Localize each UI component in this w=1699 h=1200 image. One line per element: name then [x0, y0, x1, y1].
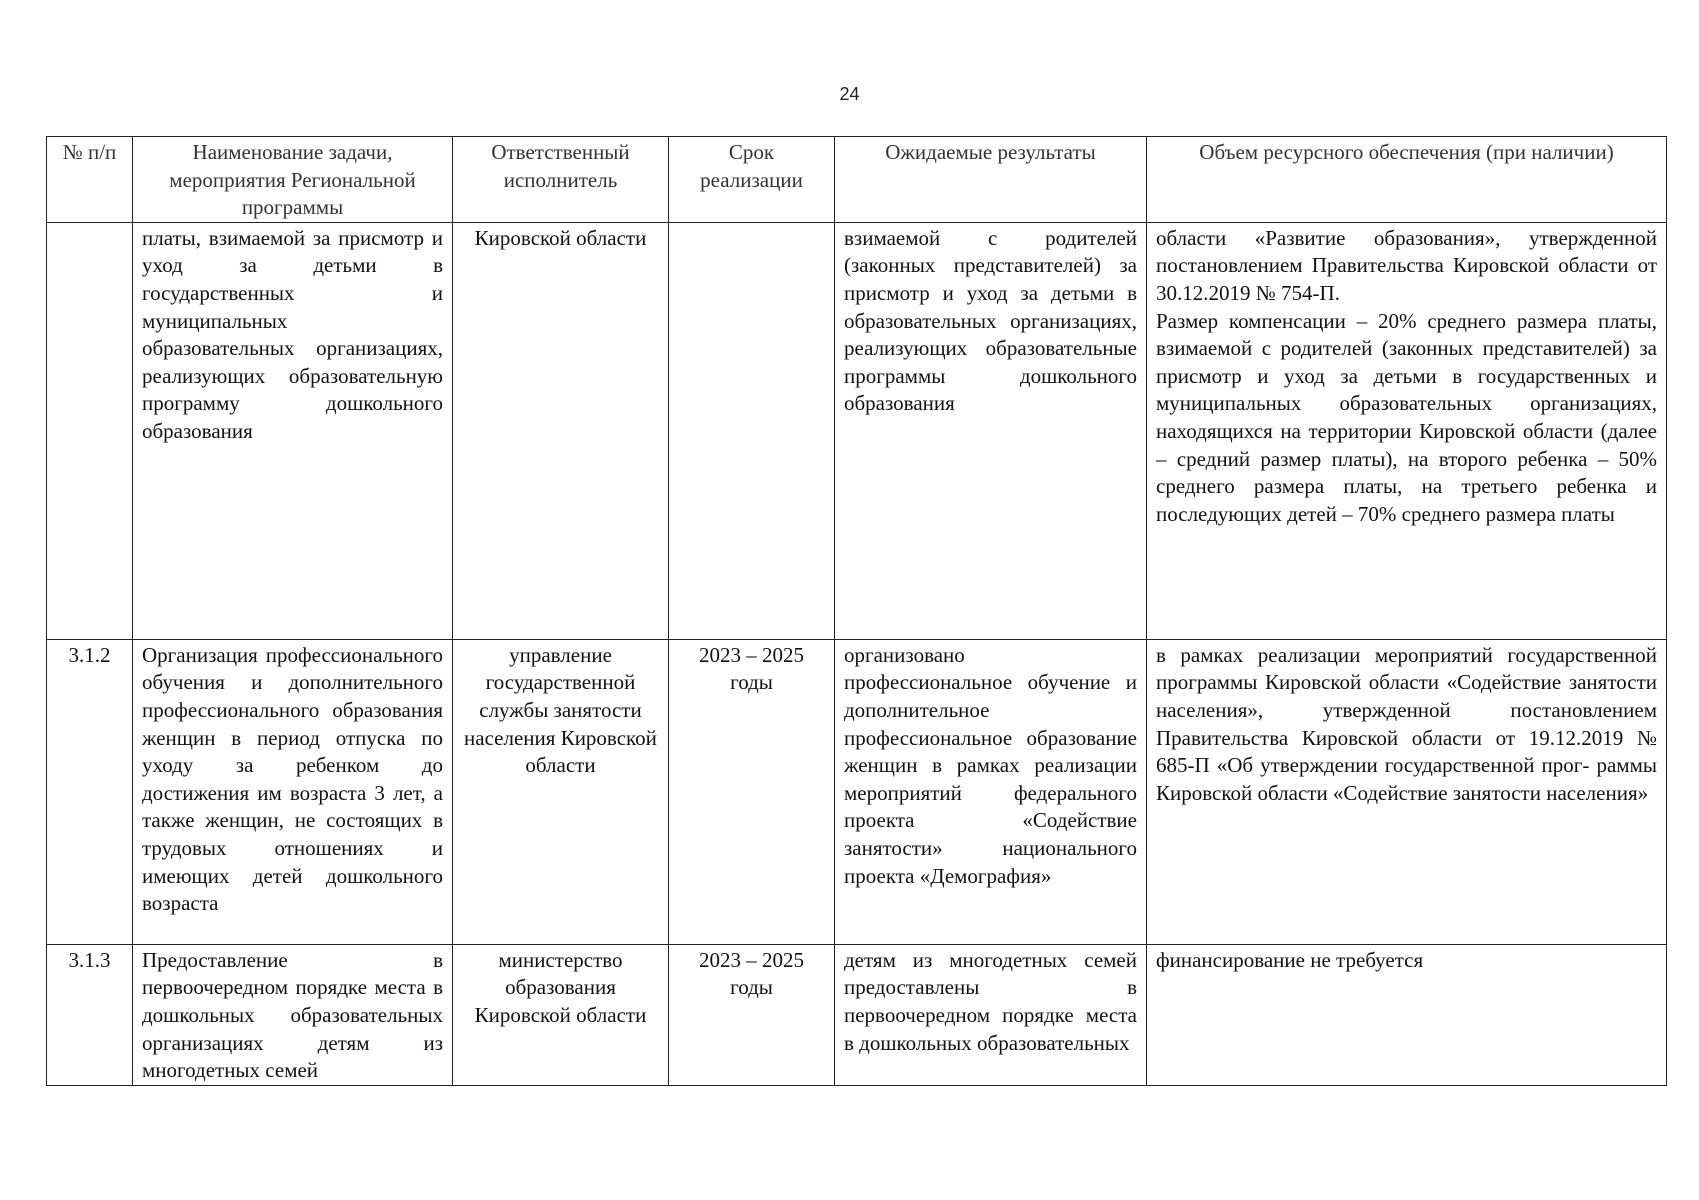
- cell-resources: в рамках реализации мероприятий государственной программы Кировской области «Содействие занятости населения», утвержденной постановлением Правительства Кировской области от 19.12.2019 № 685-П «Об утверждении государственной прог- раммы Кировской области «Содействие занятости населения»: [1147, 639, 1667, 944]
- table-row: [47, 639, 1667, 944]
- cell-resources: финансирование не требуется: [1147, 944, 1667, 1085]
- cell-executor: министерство образования Кировской области: [453, 944, 669, 1085]
- cell-results: взимаемой с родителей (законных представителей) за присмотр и уход за детьми в образовательных организациях, реализующих образовательные программы дошкольного образования: [835, 222, 1147, 639]
- cell-task: Организация профессионального обучения и дополнительного профессионального образования женщин в период отпуска по уходу за ребенком до достижения им возраста 3 лет, а также женщин, не состоящих в трудовых отношениях и имеющих детей дошкольного возраста: [133, 639, 453, 944]
- cell-num: 3.1.3: [47, 944, 133, 1085]
- table-row: [47, 944, 1667, 1085]
- table-header-row: [47, 137, 1667, 223]
- cell-num: [47, 222, 133, 639]
- cell-results: организовано профессиональное обучение и дополнительное профессиональное образование женщин в рамках реализации мероприятий федерального проекта «Содействие занятости» национального проекта «Демография»: [835, 639, 1147, 944]
- cell-num: 3.1.2: [47, 639, 133, 944]
- header-executor: Ответственный исполнитель: [453, 137, 669, 223]
- page-number: 24: [839, 84, 860, 104]
- program-table: [46, 136, 1667, 1086]
- cell-period: 2023 – 2025 годы: [669, 639, 835, 944]
- cell-period: [669, 222, 835, 639]
- header-num: № п/п: [47, 137, 133, 223]
- cell-resources: [1147, 222, 1667, 639]
- resources-paragraph: Размер компенсации – 20% среднего размера платы, взимаемой с родителей (законных представителей) за присмотр и уход за детьми в государственных и муниципальных образовательных организациях, находящихся на территории Кировской области (далее – средний размер платы), на второго ребенка – 50% среднего размера платы, на третьего ребенка и последующих детей – 70% среднего размера платы: [1156, 308, 1657, 526]
- cell-period: 2023 – 2025 годы: [669, 944, 835, 1085]
- header-resources: Объем ресурсного обеспечения (при наличии): [1147, 137, 1667, 223]
- table-row: [47, 222, 1667, 639]
- cell-executor: Кировской области: [453, 222, 669, 639]
- header-results: Ожидаемые результаты: [835, 137, 1147, 223]
- cell-task: платы, взимаемой за присмотр и уход за детьми в государственных и муниципальных образовательных организациях, реализующих образовательную программу дошкольного образования: [133, 222, 453, 639]
- resources-paragraph: области «Развитие образования», утвержденной постановлением Правительства Кировской области от 30.12.2019 № 754-П.: [1156, 225, 1657, 305]
- cell-task: Предоставление в первоочередном порядке места в дошкольных образовательных организациях детям из многодетных семей: [133, 944, 453, 1085]
- cell-executor: управление государственной службы занятости населения Кировской области: [453, 639, 669, 944]
- cell-results: детям из многодетных семей предоставлены в первоочередном порядке места в дошкольных образовательных: [835, 944, 1147, 1085]
- header-period: Срок реализации: [669, 137, 835, 223]
- header-task: Наименование задачи, мероприятия Региональной программы: [133, 137, 453, 223]
